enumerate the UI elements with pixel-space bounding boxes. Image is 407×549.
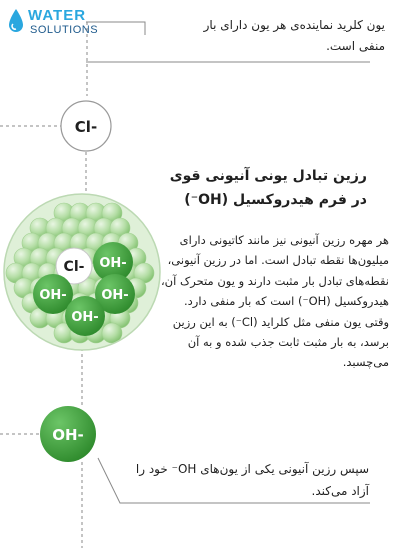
hydroxide-label-bead-4: OH-	[71, 310, 99, 325]
hydroxide-label-bead-1: OH-	[99, 256, 127, 271]
chloride-label-top: Cl-	[74, 118, 98, 136]
logo-word-water: WATER	[28, 7, 87, 24]
title-line-1: رزین تبادل یونی آنیونی قوی	[169, 168, 367, 184]
hydroxide-label-bead-3: OH-	[101, 288, 129, 303]
title-line-2: در فرم هیدروکسیل (OH⁻)	[184, 192, 367, 208]
release-description: سپس رزین آنیونی یکی از یون‌های OH⁻ خود را آزاد می‌کند.	[135, 462, 369, 498]
hydroxide-ion-bead-4	[65, 296, 105, 336]
chloride-label-bead: Cl-	[63, 259, 85, 275]
resin-description: هر مهره رزین آنیونی نیز مانند کاتیونی دارای میلیون‌ها نقطه تبادل است. اما در رزین آنیونی، نقطه‌های تبادل بار مثبت دارند و یون متحرک آن، هیدروکسیل (OH⁻) است که بار منفی دارد. وقتی یون منفی مثل کلراید (Cl⁻) به این رزین برسد، به بار مثبت ثابت جذب شده و به آن می‌چسبد.	[160, 233, 389, 370]
section-title	[137, 164, 367, 212]
chloride-description: یون کلرید نماینده‌ی هر یون دارای بار منفی است.	[203, 18, 385, 53]
hydroxide-label-released: OH-	[52, 426, 84, 444]
logo-word-solutions: SOLUTIONS	[30, 24, 99, 36]
chloride-ion-top	[61, 101, 111, 151]
hydroxide-ion-released	[40, 406, 96, 462]
hydroxide-label-bead-2: OH-	[39, 288, 67, 303]
